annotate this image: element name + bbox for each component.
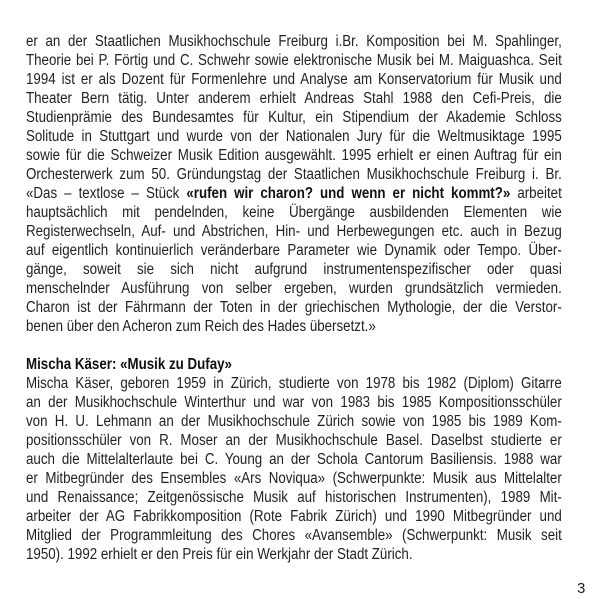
text-line: an der Musikhochschule Winterthur und war von 1983 bis 1985 Kompositionsschüler: [26, 394, 562, 411]
text-line: positionsschüler von R. Moser an der Musikhochschule Basel. Daselbst studierte er: [26, 432, 562, 449]
text-line: Registerwechseln, Auf- und Abstrichen, Hin- und Herbewegungen etc. auch in Bezug: [26, 223, 562, 240]
text-line: gänge, soweit sie sich nicht aufgrund instrumentenspezifischer oder quasi: [26, 261, 562, 278]
text-line: er an der Staatlichen Musikhochschule Freiburg i.Br. Komposition bei M. Spahlinger,: [26, 33, 562, 50]
text-line: Theorie bei P. Förtig und C. Schwehr sowie elektronische Musik bei M. Maiguashca. Seit: [26, 52, 562, 69]
text-line: Mitglied der Programmleitung des Chores «Avansemble» (Schwerpunkt: Musik seit: [26, 527, 562, 544]
text-line: arbeiter der AG Fabrikkomposition (Rote Fabrik Zürich) und 1990 Mitbegründer und: [26, 508, 562, 525]
text-line: hauptsächlich mit pendelnden, keine Übergänge ausbildenden Elementen wie: [26, 204, 562, 221]
text-line: Solitude in Stuttgart und wurde von der Nationalen Jury für die Weltmusiktage 1995: [26, 128, 562, 145]
text-line: auf eigentlich kontinuierlich veränderbare Parameter wie Dynamik oder Tempo. Über-: [26, 242, 562, 259]
page-number: 3: [577, 580, 586, 597]
text-line: sowie für die Schweizer Musik Edition ausgewählt. 1995 erhielt er einen Auftrag für ein: [26, 147, 562, 164]
text-segment: «Das – textlose – Stück: [26, 185, 187, 202]
section-mischa-kaeser: [26, 355, 562, 564]
text-segment: arbeitet: [510, 185, 562, 202]
text-line: 1994 ist er als Dozent für Formenlehre und Analyse am Konservatorium für Musik und: [26, 71, 562, 88]
text-line: von H. U. Lehmann an der Musikhochschule Zürich sowie von 1985 bis 1989 Kom-: [26, 413, 562, 430]
text-line: Orchesterwerk zum 50. Gründungstag der Staatlichen Musikhochschule Freiburg i. Br.: [26, 166, 562, 183]
section-heading: Mischa Käser: «Musik zu Dufay»: [26, 356, 232, 373]
text-line: auch die Mittelalterlaute bei C. Young an der Schola Cantorum Basiliensis. 1988 war: [26, 451, 562, 468]
work-title: «rufen wir charon? und wenn er nicht kommt?»: [186, 185, 511, 202]
text-line: [26, 184, 562, 203]
text-line: menschelnder Ausführung von selber ergeben, wurden grundsätzlich vermieden.: [26, 280, 562, 297]
text-line: Studienprämie des Bundesamtes für Kultur, ein Stipendium der Akademie Schloss: [26, 109, 562, 126]
paragraph-andreas-stahl: [26, 32, 562, 336]
text-line: er Mitbegründer des Ensembles «Ars Noviqua» (Schwerpunkte: Musik aus Mittelalter: [26, 470, 562, 487]
text-line: Mischa Käser, geboren 1959 in Zürich, studierte von 1978 bis 1982 (Diplom) Gitarre: [26, 375, 562, 392]
text-line: und Renaissance; Zeitgenössische Musik auf historischen Instrumenten), 1989 Mit-: [26, 489, 562, 506]
text-line: Charon ist der Fährmann der Toten in der griechischen Mythologie, der die Verstor-: [26, 299, 562, 316]
text-line: Theater Bern tätig. Unter anderem erhielt Andreas Stahl 1988 den Cefi-Preis, die: [26, 90, 562, 107]
text-line: 1950). 1992 erhielt er den Preis für ein Werkjahr der Stadt Zürich.: [26, 546, 413, 563]
text-line: benen über den Acheron zum Reich des Hades übersetzt.»: [26, 318, 376, 335]
